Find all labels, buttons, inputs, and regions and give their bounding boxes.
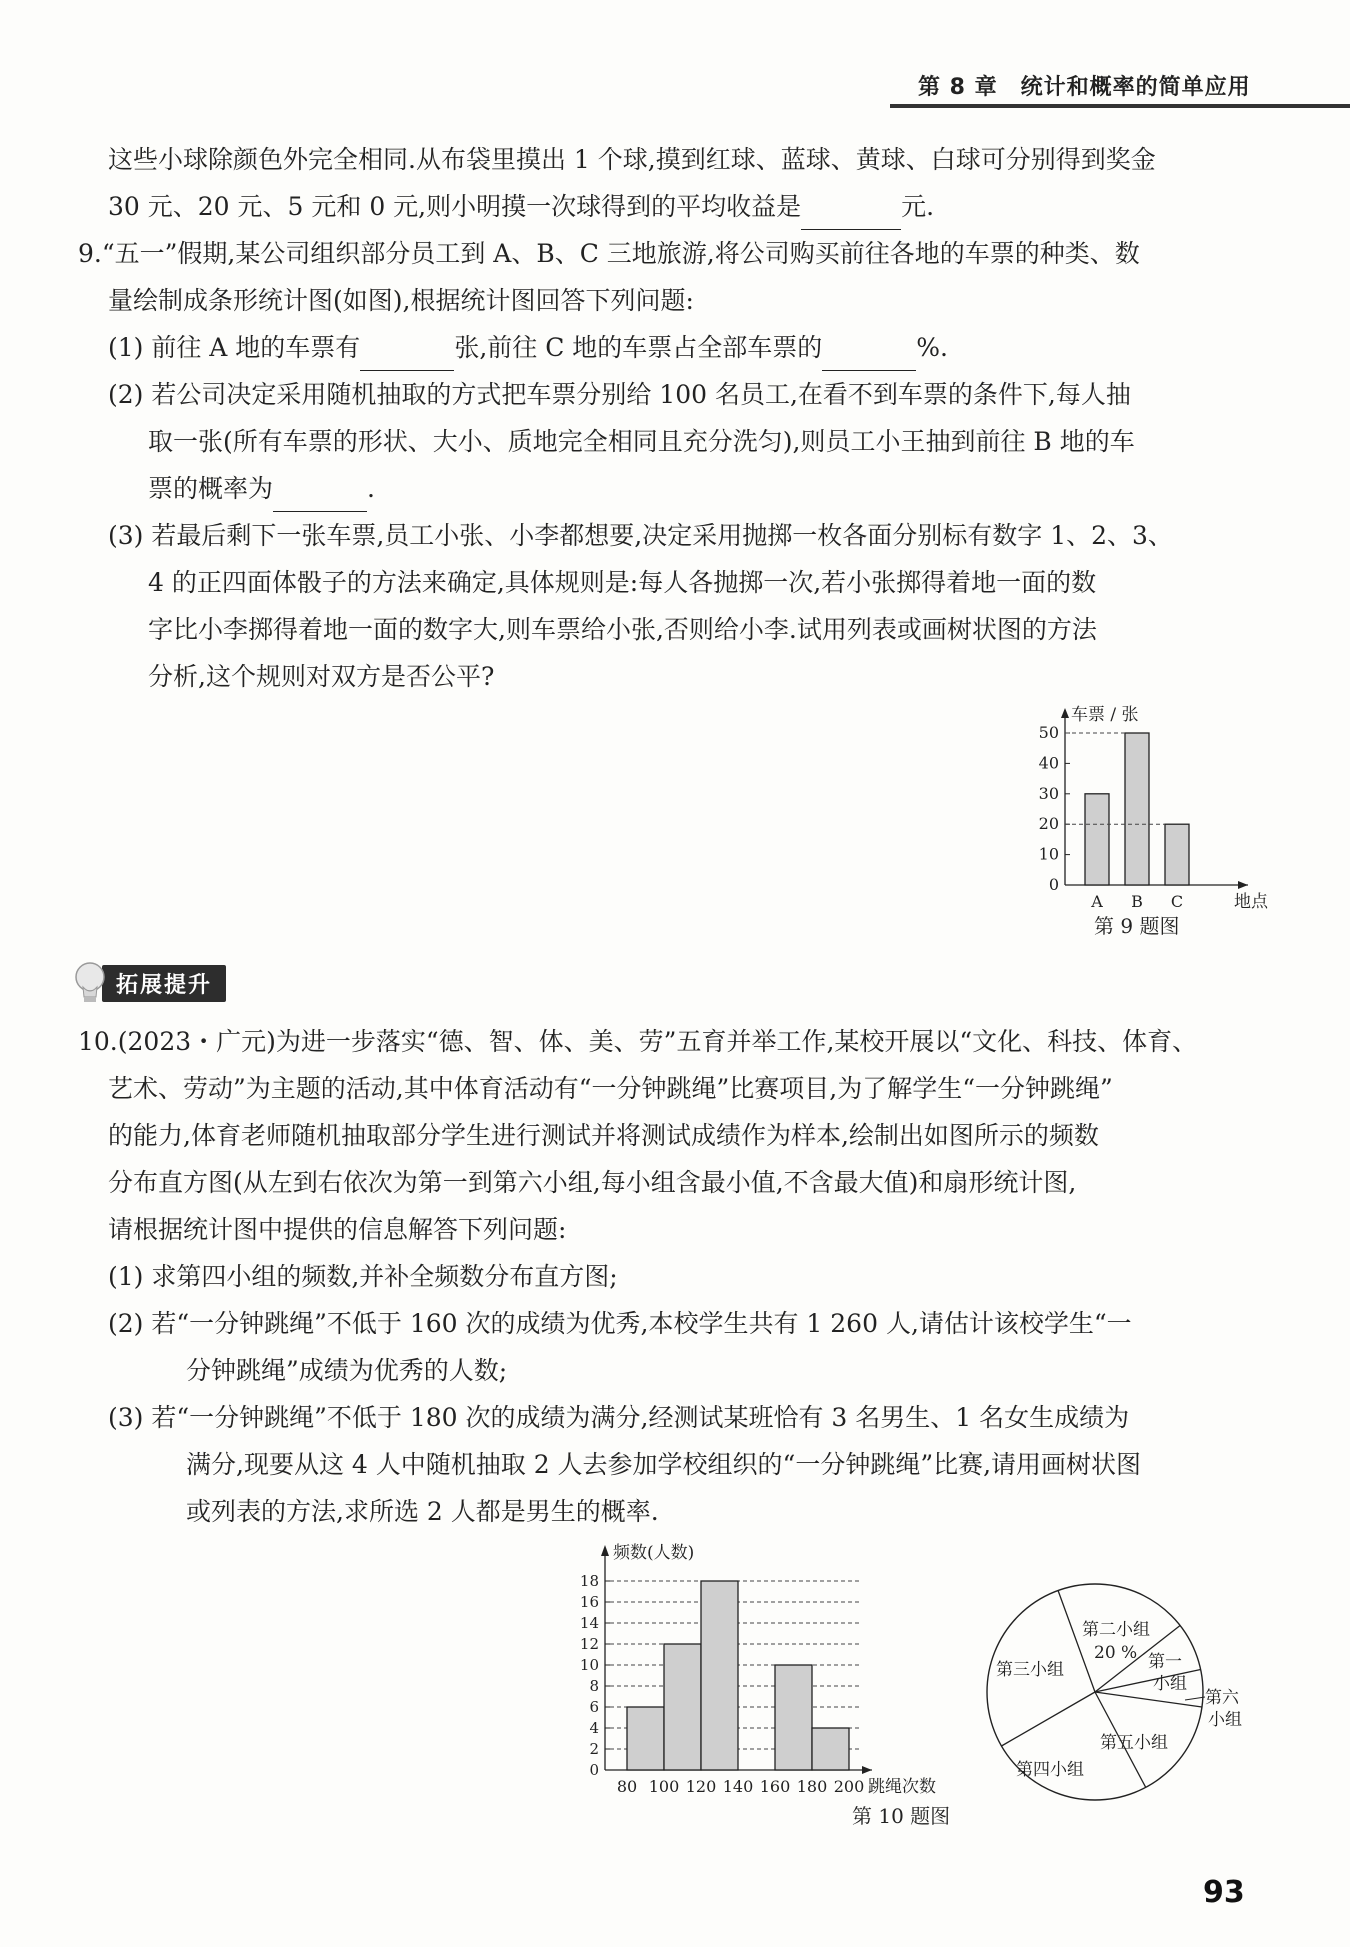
y-tick-label: 2 (589, 1740, 599, 1758)
x-axis-arrow (1238, 881, 1248, 889)
q10-pie-chart (980, 1565, 1260, 1810)
pie-label-fourth: 第四小组 (1016, 1760, 1084, 1780)
page-number: 93 (1203, 1875, 1245, 1910)
pie-label-first: 第一 (1148, 1652, 1182, 1672)
q9-part-3d: 分析,这个规则对双方是否公平? (148, 662, 495, 691)
pie-label-fifth: 第五小组 (1100, 1733, 1168, 1753)
answer-blank (273, 481, 367, 512)
answer-blank (801, 199, 901, 230)
q9-p2c: 票的概率为 (148, 474, 274, 503)
y-tick-label: 10 (579, 1656, 599, 1674)
histogram-bar (812, 1728, 849, 1770)
q9-p1a: (1) 前往 A 地的车票有 (108, 333, 361, 362)
answer-blank (822, 340, 916, 371)
question-text-bottom (78, 1018, 1258, 1535)
bar (1165, 824, 1189, 885)
q9-part-2b: 取一张(所有车票的形状、大小、质地完全相同且充分洗匀),则员工小王抽到前往 B 地的车 (148, 427, 1135, 456)
q9-part-2a: (2) 若公司决定采用随机抽取的方式把车票分别给 100 名员工,在看不到车票的条件下,每人抽 (108, 380, 1131, 409)
q10-line-1: 10.(2023・广元)为进一步落实“德、智、体、美、劳”五育并举工作,某校开展以“文化、科技、体育、 (78, 1027, 1198, 1056)
x-tick-label: A (1091, 892, 1103, 911)
pie-label-third: 第三小组 (996, 1660, 1064, 1680)
y-tick-label: 16 (579, 1593, 599, 1611)
q10-part-2a: (2) 若“一分钟跳绳”不低于 160 次的成绩为优秀,本校学生共有 1 260 人,请估计该校学生“一 (108, 1309, 1132, 1338)
q10-part-3b: 满分,现要从这 4 人中随机抽取 2 人去参加学校组织的“一分钟跳绳”比赛,请用画树状图 (186, 1450, 1142, 1479)
y-tick-label: 0 (1048, 875, 1059, 894)
pie-label-sixth: 小组 (1208, 1710, 1242, 1730)
x-tick-label: 160 (759, 1777, 791, 1796)
q9-p2d: . (367, 474, 375, 503)
section-badge-label: 拓展提升 (102, 965, 226, 1002)
pie-label-first: 小组 (1153, 1674, 1187, 1694)
x-tick-label: 180 (796, 1777, 828, 1796)
histogram-bar (701, 1581, 738, 1770)
q10-part-2b: 分钟跳绳”成绩为优秀的人数; (186, 1356, 508, 1385)
section-badge (74, 965, 226, 1001)
q10-part-1: (1) 求第四小组的频数,并补全频数分布直方图; (108, 1262, 618, 1291)
q10-line-2: 艺术、劳动”为主题的活动,其中体育活动有“一分钟跳绳”比赛项目,为了解学生“一分钟跳绳” (108, 1074, 1113, 1103)
q10-part-3c: 或列表的方法,求所选 2 人都是男生的概率. (186, 1497, 659, 1526)
pie-label-second-percent: 20 % (1094, 1643, 1138, 1663)
q10-part-3a: (3) 若“一分钟跳绳”不低于 180 次的成绩为满分,经测试某班恰有 3 名男生、1 名女生成绩为 (108, 1403, 1130, 1432)
y-tick-label: 4 (589, 1719, 599, 1737)
q9-part-3c: 字比小李掷得着地一面的数字大,则车票给小张,否则给小李.试用列表或画树状图的方法 (148, 615, 1097, 644)
x-axis-label: 地点 (1234, 892, 1268, 912)
q9-p1b: 张,前往 C 地的车票占全部车票的 (454, 333, 823, 362)
y-tick-label: 20 (1038, 814, 1059, 834)
y-axis-label: 频数(人数) (613, 1543, 695, 1563)
q9-p1c: %. (916, 333, 948, 362)
q10-caption: 第 10 题图 (852, 1804, 951, 1828)
q10-line-4: 分布直方图(从左到右依次为第一到第六小组,每小组含最小值,不含最大值)和扇形统计图, (108, 1168, 1077, 1197)
q8-line-1: 这些小球除颜色外完全相同.从布袋里摸出 1 个球,摸到红球、蓝球、黄球、白球可分别得到奖金 (108, 145, 1156, 174)
x-tick-label: 120 (685, 1777, 717, 1796)
y-tick-label: 10 (1038, 844, 1059, 864)
q10-line-5: 请根据统计图中提供的信息解答下列问题: (108, 1215, 567, 1244)
x-tick-label: 140 (722, 1777, 754, 1796)
y-tick-label: 30 (1038, 783, 1059, 803)
q8-line-2 (78, 183, 1258, 230)
histogram-bar (627, 1707, 664, 1770)
q9-line-1: 9.“五一”假期,某公司组织部分员工到 A、B、C 三地旅游,将公司购买前往各地的车票的种类、数 (78, 239, 1140, 268)
histogram-bar (775, 1665, 812, 1770)
y-tick-label: 40 (1038, 753, 1059, 773)
q8-line-2a: 30 元、20 元、5 元和 0 元,则小明摸一次球得到的平均收益是 (108, 192, 802, 221)
answer-blank (360, 340, 454, 371)
x-tick-label: 200 (833, 1777, 865, 1796)
q9-caption: 第 9 题图 (1094, 914, 1180, 938)
q9-part-2c (78, 465, 1258, 512)
x-tick-label: B (1131, 892, 1143, 911)
x-tick-label: 100 (648, 1777, 680, 1796)
q10-line-3: 的能力,体育老师随机抽取部分学生进行测试并将测试成绩作为样本,绘制出如图所示的频数 (108, 1121, 1099, 1150)
bar (1085, 794, 1109, 885)
histogram-bar (664, 1644, 701, 1770)
y-axis-arrow (601, 1545, 609, 1556)
y-axis-label: 车票 / 张 (1071, 705, 1139, 725)
y-tick-label: 18 (579, 1572, 599, 1590)
chapter-title: 第 8 章 统计和概率的简单应用 (918, 75, 1251, 100)
x-tick-label: C (1170, 892, 1184, 911)
pie-leader-line (1185, 1697, 1205, 1700)
q8-line-2b: 元. (901, 192, 935, 221)
y-tick-label: 0 (589, 1761, 599, 1779)
lightbulb-icon (74, 961, 108, 1005)
question-text-top (78, 136, 1258, 700)
x-tick-label: 80 (616, 1777, 638, 1796)
q10-histogram (560, 1540, 980, 1805)
pie-label-second: 第二小组 (1082, 1620, 1150, 1640)
q9-bar-chart (1020, 705, 1268, 920)
q9-part-3b: 4 的正四面体骰子的方法来确定,具体规则是:每人各抛掷一次,若小张掷得着地一面的数 (148, 568, 1097, 597)
q9-part-3a: (3) 若最后剩下一张车票,员工小张、小李都想要,决定采用抛掷一枚各面分别标有数字 1、2、3、 (108, 521, 1173, 550)
y-tick-label: 12 (579, 1635, 599, 1653)
y-tick-label: 6 (589, 1698, 599, 1716)
x-axis-arrow (862, 1766, 872, 1774)
pie-label-sixth: 第六 (1205, 1688, 1239, 1708)
y-axis-arrow (1061, 708, 1069, 718)
y-tick-label: 50 (1038, 723, 1059, 742)
q9-part-1 (78, 324, 1258, 371)
y-tick-label: 14 (579, 1614, 599, 1632)
pie-slice-divider (1001, 1692, 1095, 1746)
bar (1125, 733, 1149, 885)
y-tick-label: 8 (589, 1677, 599, 1695)
x-axis-label: 跳绳次数 (868, 1777, 936, 1797)
q9-line-2: 量绘制成条形统计图(如图),根据统计图回答下列问题: (108, 286, 694, 315)
